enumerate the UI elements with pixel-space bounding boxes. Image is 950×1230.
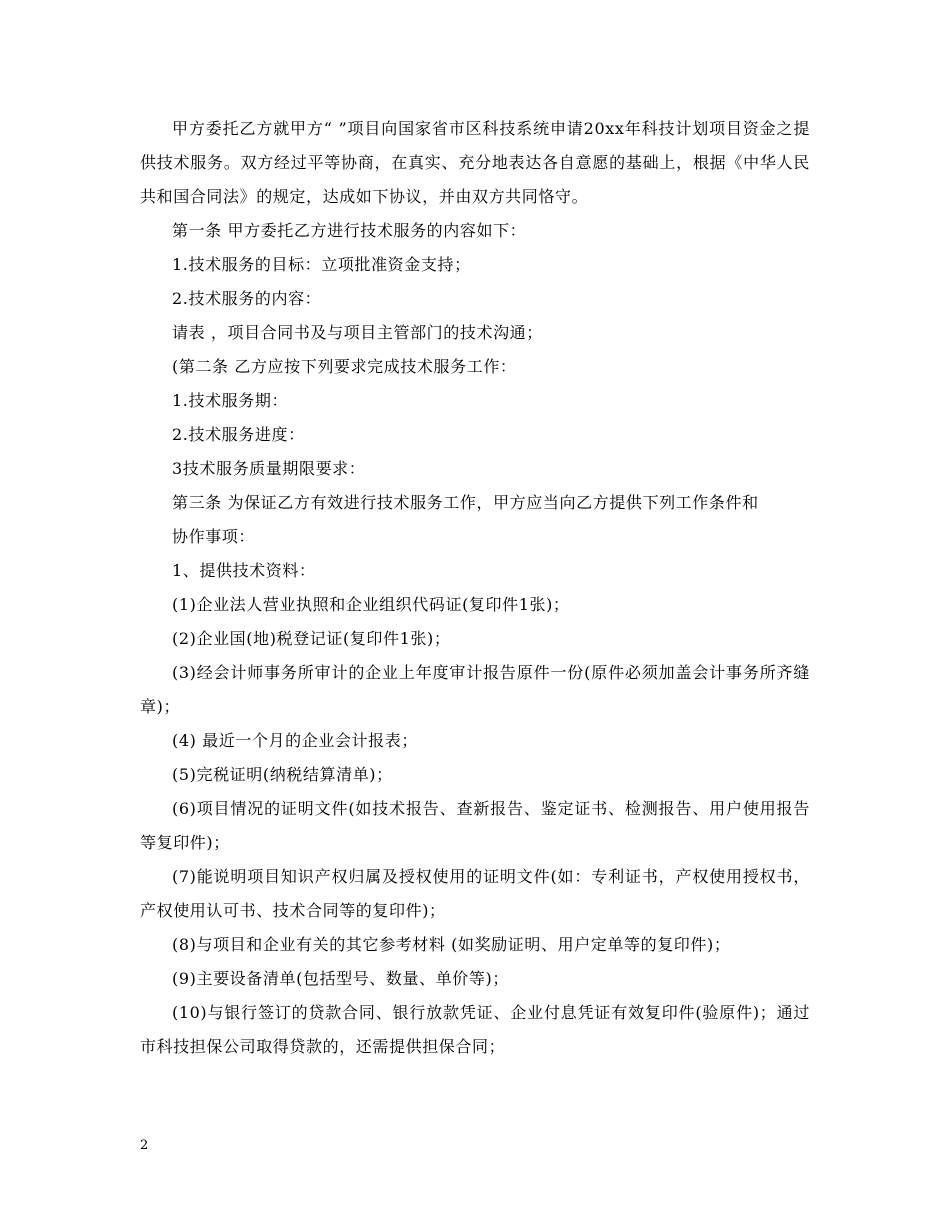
paragraph-article-1: 第一条 甲方委托乙方进行技术服务的内容如下： (172, 221, 527, 240)
paragraph-article-3: 第三条 为保证乙方有效进行技术服务工作，甲方应当向乙方提供下列工作条件和 (172, 493, 759, 512)
paragraph-item: 1.技术服务期： (172, 391, 289, 410)
paragraph-intro: 甲方委托乙方就甲方“ ”项目向国家省市区科技系统申请20xx年科技计划项目资金之提供技术服务。双方经过平等协商，在真实、充分地表达各自意愿的基础上，根据《中华人民共和国合同法》的规定，达成如下协议，并由双方共同恪守。 (140, 119, 810, 206)
document-body (140, 112, 810, 1064)
paragraph-item: (6)项目情况的证明文件(如技术报告、查新报告、鉴定证书、检测报告、用户使用报告等复印件)； (140, 799, 810, 852)
paragraph-article-2: (第二条 乙方应按下列要求完成技术服务工作： (172, 357, 517, 376)
paragraph-item: 2.技术服务的内容： (172, 289, 322, 308)
paragraph-item: (9)主要设备清单(包括型号、数量、单价等)； (172, 969, 509, 988)
paragraph-item: (5)完税证明(纳税结算清单)； (172, 765, 393, 784)
paragraph-item: (7)能说明项目知识产权归属及授权使用的证明文件(如：专利证书，产权使用授权书，产权使用认可书、技术合同等的复印件)； (140, 867, 810, 920)
page-number: 2 (140, 1138, 149, 1153)
paragraph-item: 2.技术服务进度： (172, 425, 305, 444)
paragraph-item: 请表 ，项目合同书及与项目主管部门的技术沟通； (172, 323, 543, 342)
paragraph-item: 1、提供技术资料： (172, 561, 316, 580)
paragraph-item: 协作事项： (172, 527, 256, 546)
paragraph-item: (8)与项目和企业有关的其它参考材料 (如奖励证明、用户定单等的复印件)； (172, 935, 731, 954)
paragraph-item: 3技术服务质量期限要求： (172, 459, 366, 478)
paragraph-item: (4) 最近一个月的企业会计报表； (172, 731, 418, 750)
paragraph-item: (2)企业国(地)税登记证(复印件1张)； (172, 629, 451, 648)
paragraph-item: 1.技术服务的目标：立项批准资金支持； (172, 255, 471, 274)
paragraph-item: (3)经会计师事务所审计的企业上年度审计报告原件一份(原件必须加盖会计事务所齐缝章)； (140, 663, 810, 716)
paragraph-item: (10)与银行签订的贷款合同、银行放款凭证、企业付息凭证有效复印件(验原件)；通过市科技担保公司取得贷款的，还需提供担保合同； (140, 1003, 810, 1056)
paragraph-item: (1)企业法人营业执照和企业组织代码证(复印件1张)； (172, 595, 570, 614)
